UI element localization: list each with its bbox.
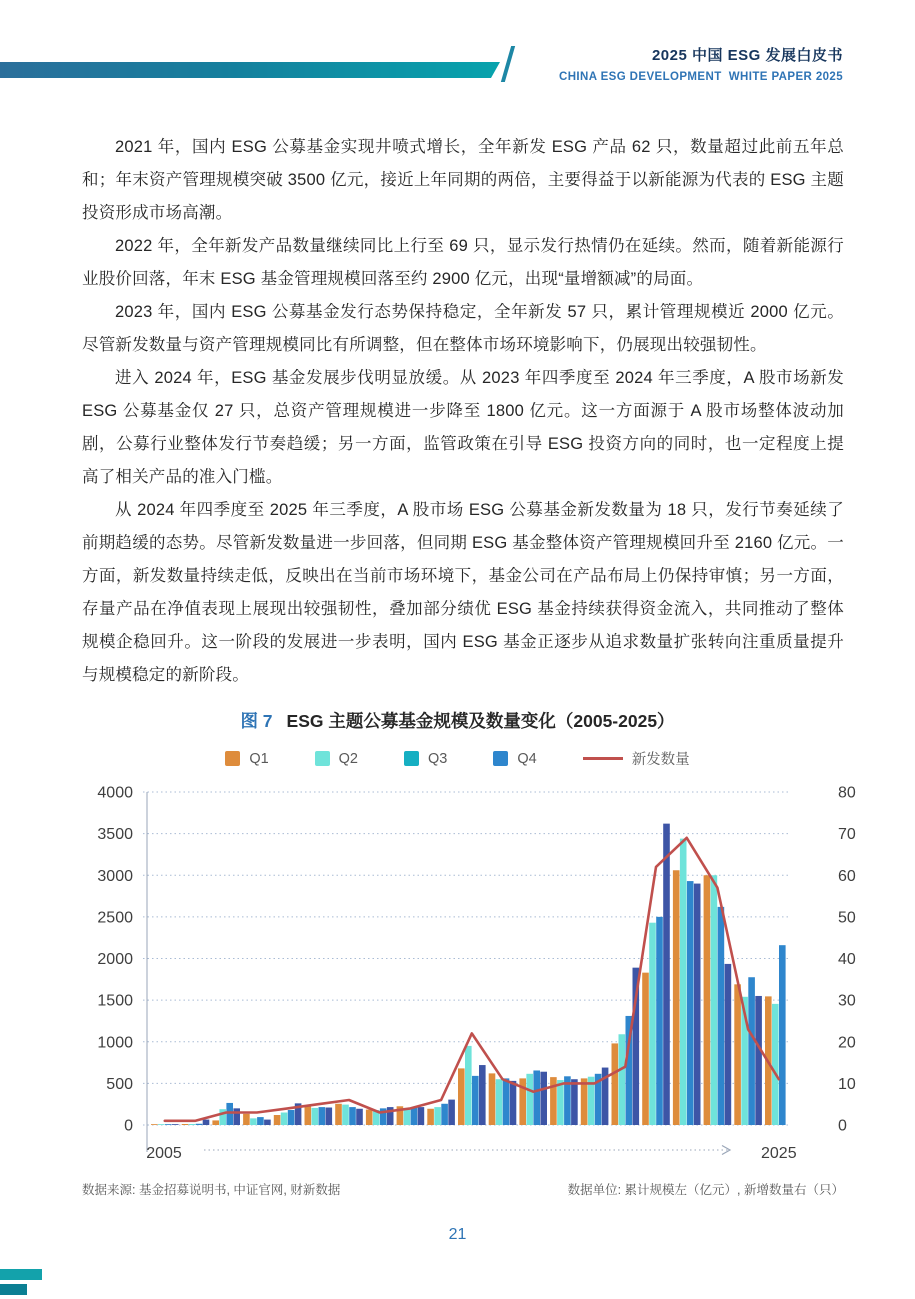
left-axis-tick: 0: [124, 1117, 133, 1135]
bar-2024-Q3: [748, 977, 755, 1125]
bar-2023-Q3: [718, 907, 725, 1125]
bar-2020-Q1: [612, 1043, 619, 1125]
bar-2022-Q4: [694, 884, 701, 1125]
bar-2017-Q2: [526, 1074, 533, 1125]
paragraph-2022: 2022 年，全年新发产品数量继续同比上行至 69 只，显示发行热情仍在延续。然而，随着新能源行业股价回落，年末 ESG 基金管理规模回落至约 2900 亿元，出现“量增额减”的局面。: [82, 237, 844, 288]
legend-label-q1: Q1: [249, 750, 269, 767]
right-axis-tick: 40: [838, 951, 856, 968]
chart-legend: [0, 748, 915, 769]
bar-2007-Q1: [212, 1120, 219, 1125]
bar-2007-Q4: [233, 1108, 240, 1125]
bar-2023-Q2: [711, 875, 718, 1125]
bar-2010-Q2: [312, 1108, 319, 1125]
bar-2016-Q2: [496, 1079, 503, 1125]
bar-2008-Q1: [243, 1114, 250, 1125]
chart-canvas: [72, 780, 872, 1180]
bar-2015-Q2: [465, 1046, 472, 1125]
bar-2014-Q3: [441, 1104, 448, 1125]
bar-2011-Q4: [356, 1109, 363, 1125]
left-axis-tick: 2000: [97, 951, 133, 968]
bar-2005-Q4: [172, 1124, 179, 1125]
legend-item-line: [583, 748, 690, 769]
bar-2018-Q4: [571, 1079, 578, 1125]
right-axis-tick: 60: [838, 867, 856, 885]
bar-2015-Q4: [479, 1065, 486, 1125]
right-axis-tick: 80: [838, 784, 856, 802]
bar-2021-Q3: [656, 917, 663, 1125]
legend-label-q4: Q4: [517, 750, 537, 767]
figure-caption: [0, 708, 915, 733]
x-axis-label-start: 2005: [146, 1145, 182, 1162]
legend-item-q2: [315, 751, 358, 767]
bar-2025-Q2: [772, 1004, 779, 1125]
bar-2017-Q3: [533, 1070, 540, 1125]
bar-2023-Q4: [725, 964, 732, 1125]
legend-swatch-q4: [493, 751, 508, 766]
bar-2020-Q2: [619, 1034, 626, 1125]
bar-2025-Q3: [779, 945, 786, 1125]
bar-2016-Q1: [489, 1073, 496, 1125]
page-number: 21: [448, 1226, 467, 1243]
legend-swatch-q2: [315, 751, 330, 766]
bar-2010-Q1: [305, 1105, 312, 1125]
right-axis-tick: 0: [838, 1117, 847, 1135]
left-axis-tick: 3500: [97, 826, 133, 844]
bar-2021-Q1: [642, 973, 649, 1125]
footer-accent-bar-bottom: [0, 1284, 27, 1295]
bar-2009-Q2: [281, 1113, 288, 1125]
bar-2010-Q3: [319, 1107, 326, 1125]
figure-number: 图 7: [240, 711, 273, 731]
bar-2016-Q4: [510, 1081, 517, 1125]
bar-2019-Q1: [581, 1078, 588, 1125]
left-axis-tick: 500: [106, 1075, 133, 1093]
legend-label-q2: Q2: [338, 750, 358, 767]
left-axis-tick: 3000: [97, 867, 133, 885]
new-issues-line: [165, 838, 779, 1121]
bar-2011-Q2: [342, 1105, 349, 1125]
bar-2013-Q3: [411, 1107, 418, 1125]
body-text: [82, 131, 844, 692]
bar-2009-Q3: [288, 1110, 295, 1125]
bar-2012-Q1: [366, 1110, 373, 1125]
bar-2009-Q1: [274, 1115, 281, 1125]
chart-footnotes: [82, 1180, 844, 1198]
header: [559, 44, 843, 83]
bar-2005-Q3: [165, 1124, 172, 1125]
paragraph-2025: 从 2024 年四季度至 2025 年三季度，A 股市场 ESG 公募基金新发数量为 18 只，发行节奏延续了前期趋缓的态势。尽管新发数量进一步回落，但同期 ESG 基金整体资产管理规模回升至 2160 亿元。一方面，新发数量持续走低，反映出在当前市场环境下，基金公司在产品布局上仍保持审慎；另一方面，存量产品在净值表现上展现出较强韧性，叠加部分绩优 ESG 基金持续获得资金流入，共同推动了整体规模企稳回升。这一阶段的发展进一步表明，国内 ESG 基金正逐步从追求数量扩张转向注重质量提升与规模稳定的新阶段。: [82, 501, 844, 684]
bar-2016-Q3: [503, 1078, 510, 1125]
paragraph-2023: 2023 年，国内 ESG 公募基金发行态势保持稳定，全年新发 57 只，累计管理规模近 2000 亿元。尽管新发数量与资产管理规模同比有所调整，但在整体市场环境影响下，仍展现出较强韧性。: [82, 303, 844, 354]
bar-2014-Q2: [434, 1107, 441, 1125]
bar-2007-Q3: [226, 1103, 233, 1125]
bar-2021-Q4: [663, 824, 670, 1125]
right-axis-tick: 30: [838, 992, 856, 1010]
paragraph-2024: 进入 2024 年，ESG 基金发展步伐明显放缓。从 2023 年四季度至 2024 年三季度，A 股市场新发 ESG 公募基金仅 27 只，总资产管理规模进一步降至 1800 亿元。这一方面源于 A 股市场整体波动加剧，公募行业整体发行节奏趋缓；另一方面，监管政策在引导 ESG 投资方向的同时，也一定程度上提高了相关产品的准入门槛。: [82, 369, 844, 486]
paragraph-2021: 2021 年，国内 ESG 公募基金实现井喷式增长，全年新发 ESG 产品 62 只，数量超过此前五年总和；年末资产管理规模突破 3500 亿元，接近上年同期的两倍，主要得益于以新能源为代表的 ESG 主题投资形成市场高潮。: [82, 138, 844, 222]
bar-2024-Q4: [755, 996, 762, 1125]
right-axis-tick: 20: [838, 1034, 856, 1052]
bar-2024-Q1: [734, 984, 741, 1125]
bar-2015-Q1: [458, 1068, 465, 1125]
legend-line-swatch: [583, 757, 623, 760]
legend-item-q3: [404, 751, 447, 767]
bar-2013-Q4: [418, 1107, 425, 1125]
right-axis-tick: 70: [838, 826, 856, 844]
legend-swatch-q3: [404, 751, 419, 766]
bar-2013-Q2: [404, 1108, 411, 1125]
bar-2023-Q1: [704, 875, 711, 1125]
bar-2005-Q1: [151, 1124, 158, 1125]
left-axis-tick: 2500: [97, 909, 133, 927]
bar-2008-Q2: [250, 1118, 257, 1125]
bar-2005-Q2: [158, 1124, 165, 1125]
figure-title: ESG 主题公募基金规模及数量变化（2005-2025）: [286, 711, 675, 731]
bar-2014-Q1: [427, 1109, 434, 1125]
bar-2008-Q4: [264, 1120, 271, 1125]
x-axis-label-end: 2025: [761, 1145, 797, 1162]
bar-2011-Q1: [335, 1104, 342, 1125]
bar-2015-Q3: [472, 1076, 479, 1125]
doc-title-zh: 2025 中国 ESG 发展白皮书: [651, 47, 843, 64]
bar-2008-Q3: [257, 1117, 264, 1125]
left-axis-tick: 4000: [97, 784, 133, 802]
legend-item-q1: [225, 751, 268, 767]
left-axis-tick: 1000: [97, 1034, 133, 1052]
legend-label-q3: Q3: [428, 750, 448, 767]
header-accent-bar: [0, 62, 500, 78]
legend-label-line: 新发数量: [631, 752, 690, 768]
bar-2010-Q4: [326, 1108, 333, 1125]
data-unit-note: 数据单位: 累计规模左（亿元）, 新增数量右（只）: [567, 1183, 844, 1197]
bar-2014-Q4: [448, 1100, 455, 1125]
footer-accent-bar-top: [0, 1269, 42, 1280]
right-axis-tick: 50: [838, 909, 856, 927]
left-axis-tick: 1500: [97, 992, 133, 1010]
bar-2018-Q2: [557, 1080, 564, 1125]
doc-title-en: CHINA ESG DEVELOPMENT WHITE PAPER 2025: [559, 71, 843, 83]
bar-2022-Q2: [680, 839, 687, 1125]
legend-item-q4: [493, 751, 536, 767]
bar-2021-Q2: [649, 923, 656, 1125]
bar-2006-Q4: [203, 1120, 210, 1125]
bar-2006-Q2: [189, 1124, 196, 1125]
bar-2006-Q3: [196, 1124, 203, 1125]
bar-2017-Q4: [540, 1072, 547, 1125]
header-slash-accent: [501, 46, 515, 82]
bar-2022-Q3: [687, 881, 694, 1125]
bar-2011-Q3: [349, 1107, 356, 1125]
legend-swatch-q1: [225, 751, 240, 766]
bar-2006-Q1: [182, 1124, 189, 1125]
bar-2022-Q1: [673, 870, 680, 1125]
right-axis-tick: 10: [838, 1075, 856, 1093]
data-source-note: 数据来源: 基金招募说明书, 中证官网, 财新数据: [82, 1183, 341, 1197]
